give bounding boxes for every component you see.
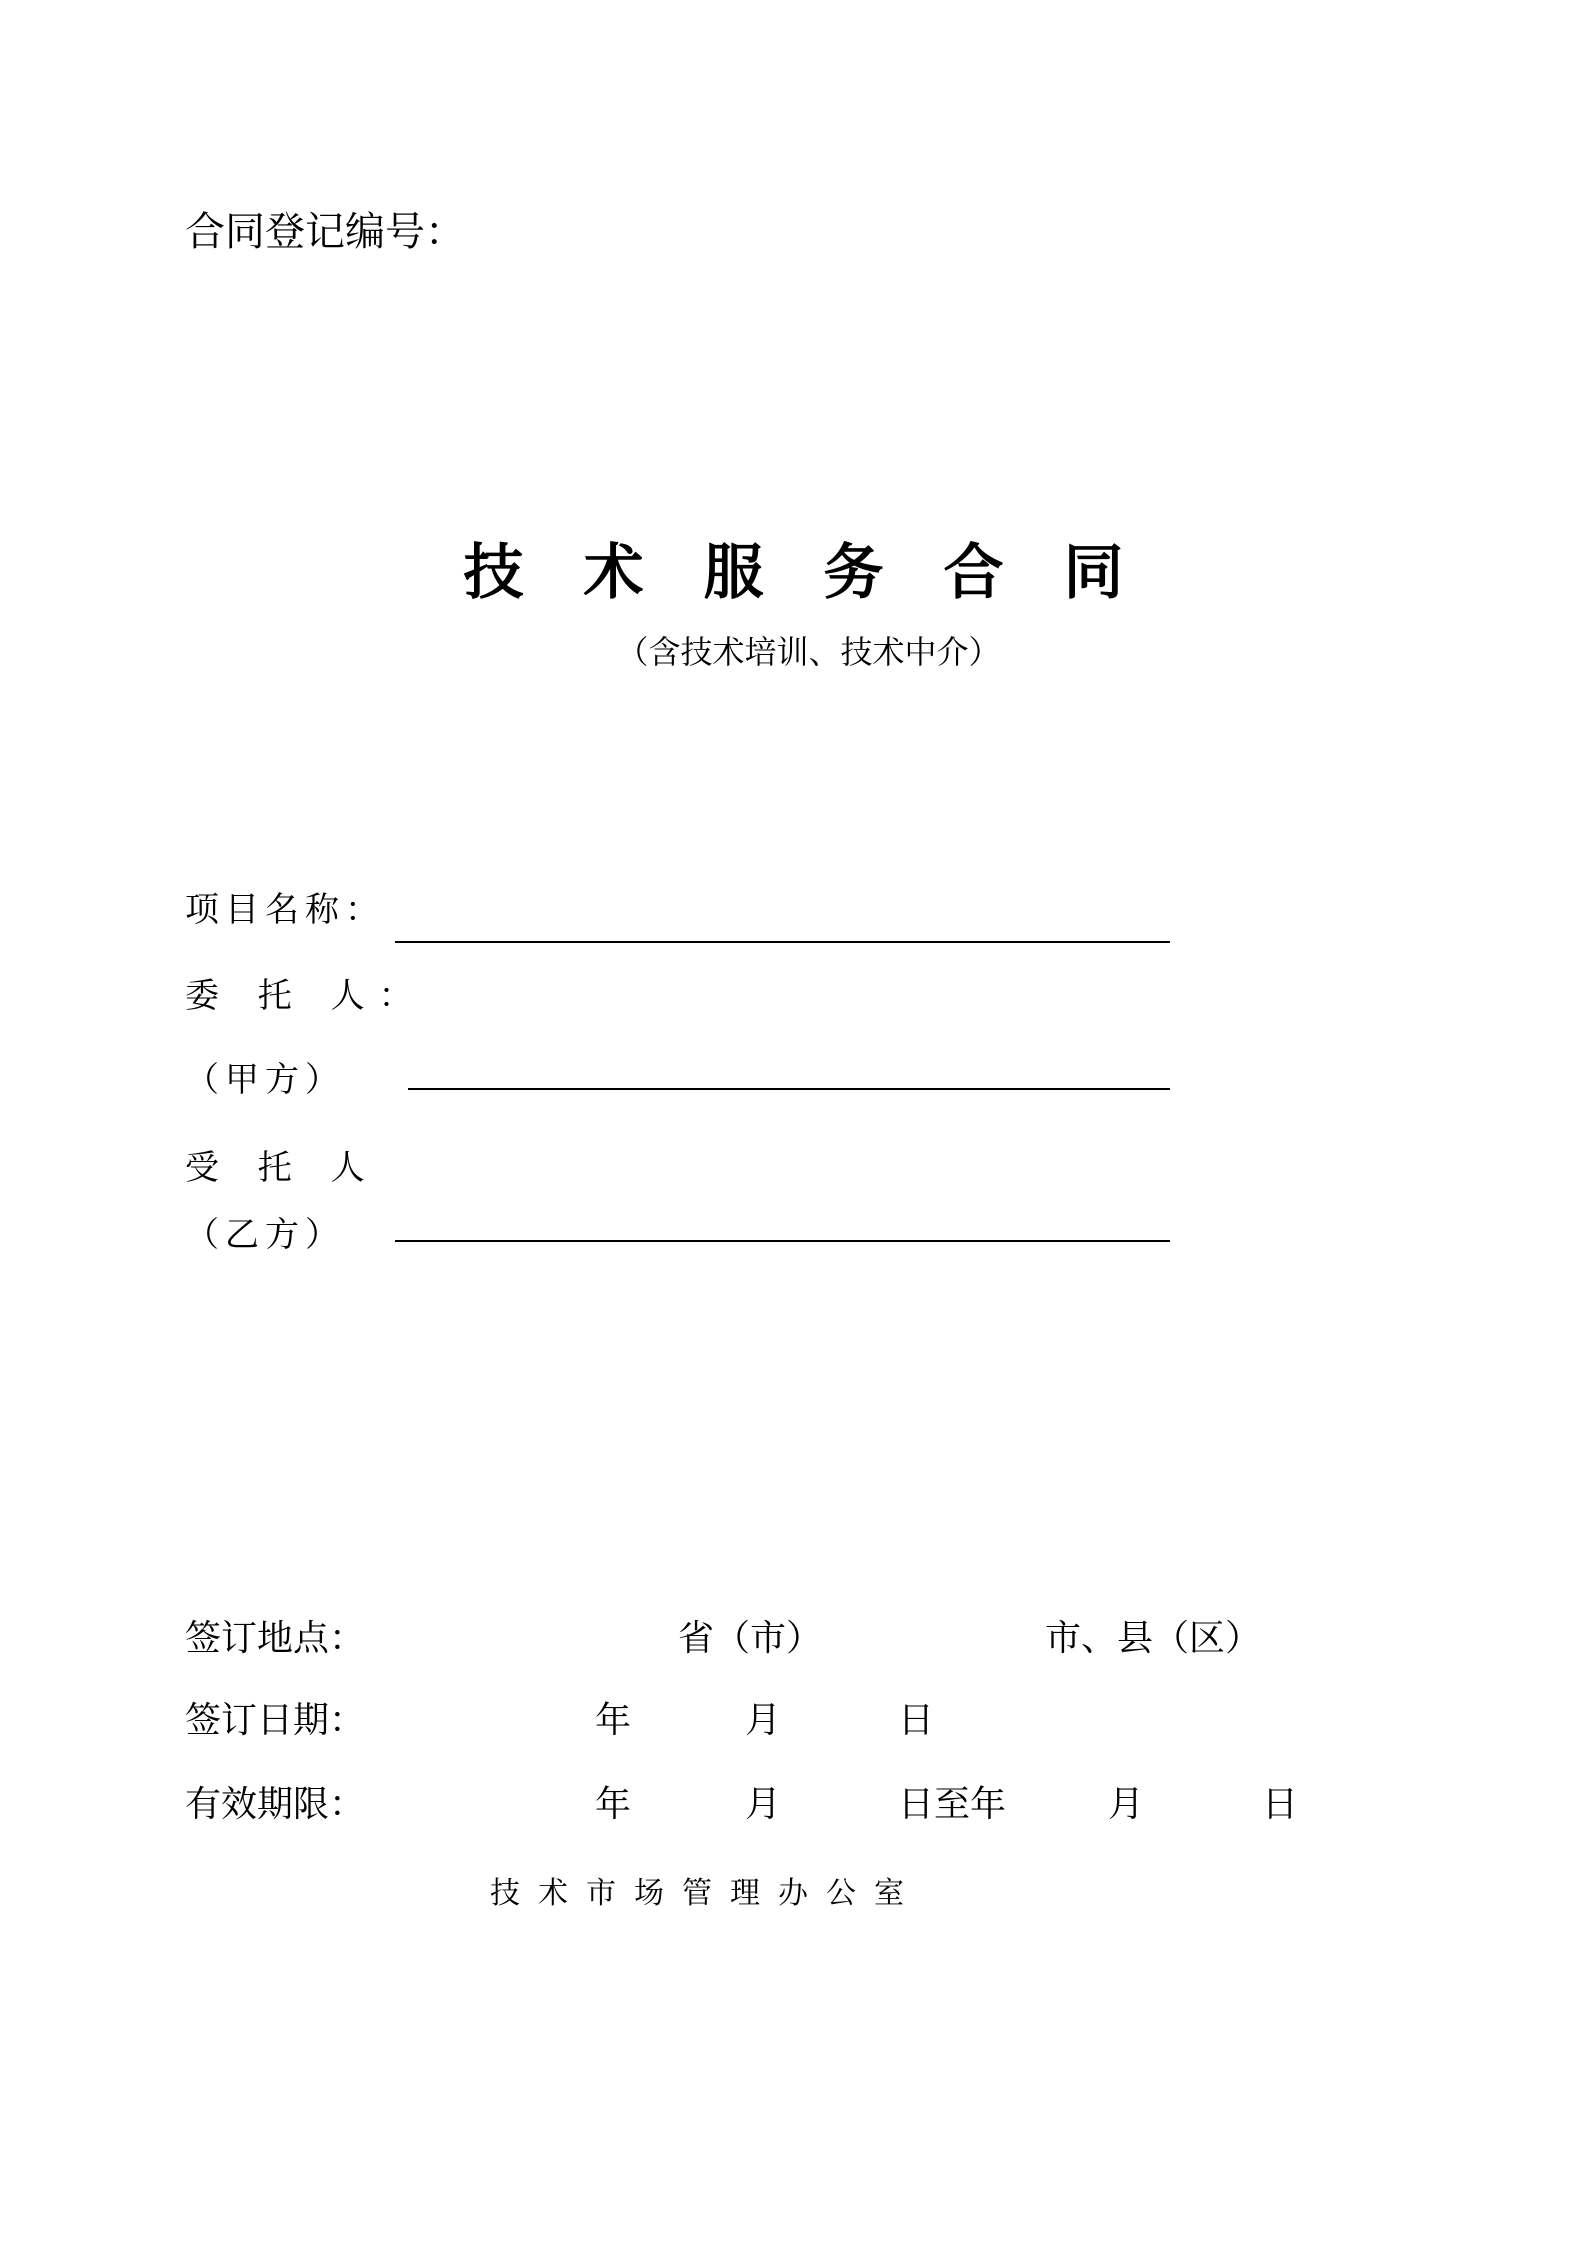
trustee-label: 受 托 人: [185, 1148, 379, 1188]
signing-year: 年: [595, 1700, 632, 1741]
county-text: 市、县（区）: [1045, 1618, 1262, 1659]
signing-place-label: 签订地点：: [185, 1618, 366, 1659]
validity-start-month: 月: [745, 1784, 782, 1825]
validity-day-to-year: 日至年: [898, 1784, 1007, 1825]
signing-date-label: 签订日期：: [185, 1700, 366, 1741]
issuing-office: 技术市场管理办公室: [490, 1876, 922, 1911]
validity-end-day: 日: [1262, 1784, 1299, 1825]
client-label: 委 托 人：: [185, 976, 427, 1016]
contract-title: 技术服务合同: [463, 538, 1184, 608]
party-b-line: [395, 1240, 1170, 1242]
validity-label: 有效期限：: [185, 1784, 366, 1825]
party-b-label: （乙方）: [185, 1215, 345, 1255]
registration-number-label: 合同登记编号：: [185, 209, 465, 255]
project-name-line: [395, 941, 1170, 943]
party-a-label: （甲方）: [185, 1060, 345, 1100]
signing-month: 月: [745, 1700, 782, 1741]
signing-day: 日: [898, 1700, 935, 1741]
contract-subtitle: （含技术培训、技术中介）: [616, 633, 1001, 671]
party-a-line: [408, 1088, 1170, 1090]
project-name-label: 项目名称：: [185, 890, 385, 930]
validity-start-year: 年: [595, 1784, 632, 1825]
province-text: 省（市）: [678, 1618, 823, 1659]
validity-end-month: 月: [1108, 1784, 1145, 1825]
